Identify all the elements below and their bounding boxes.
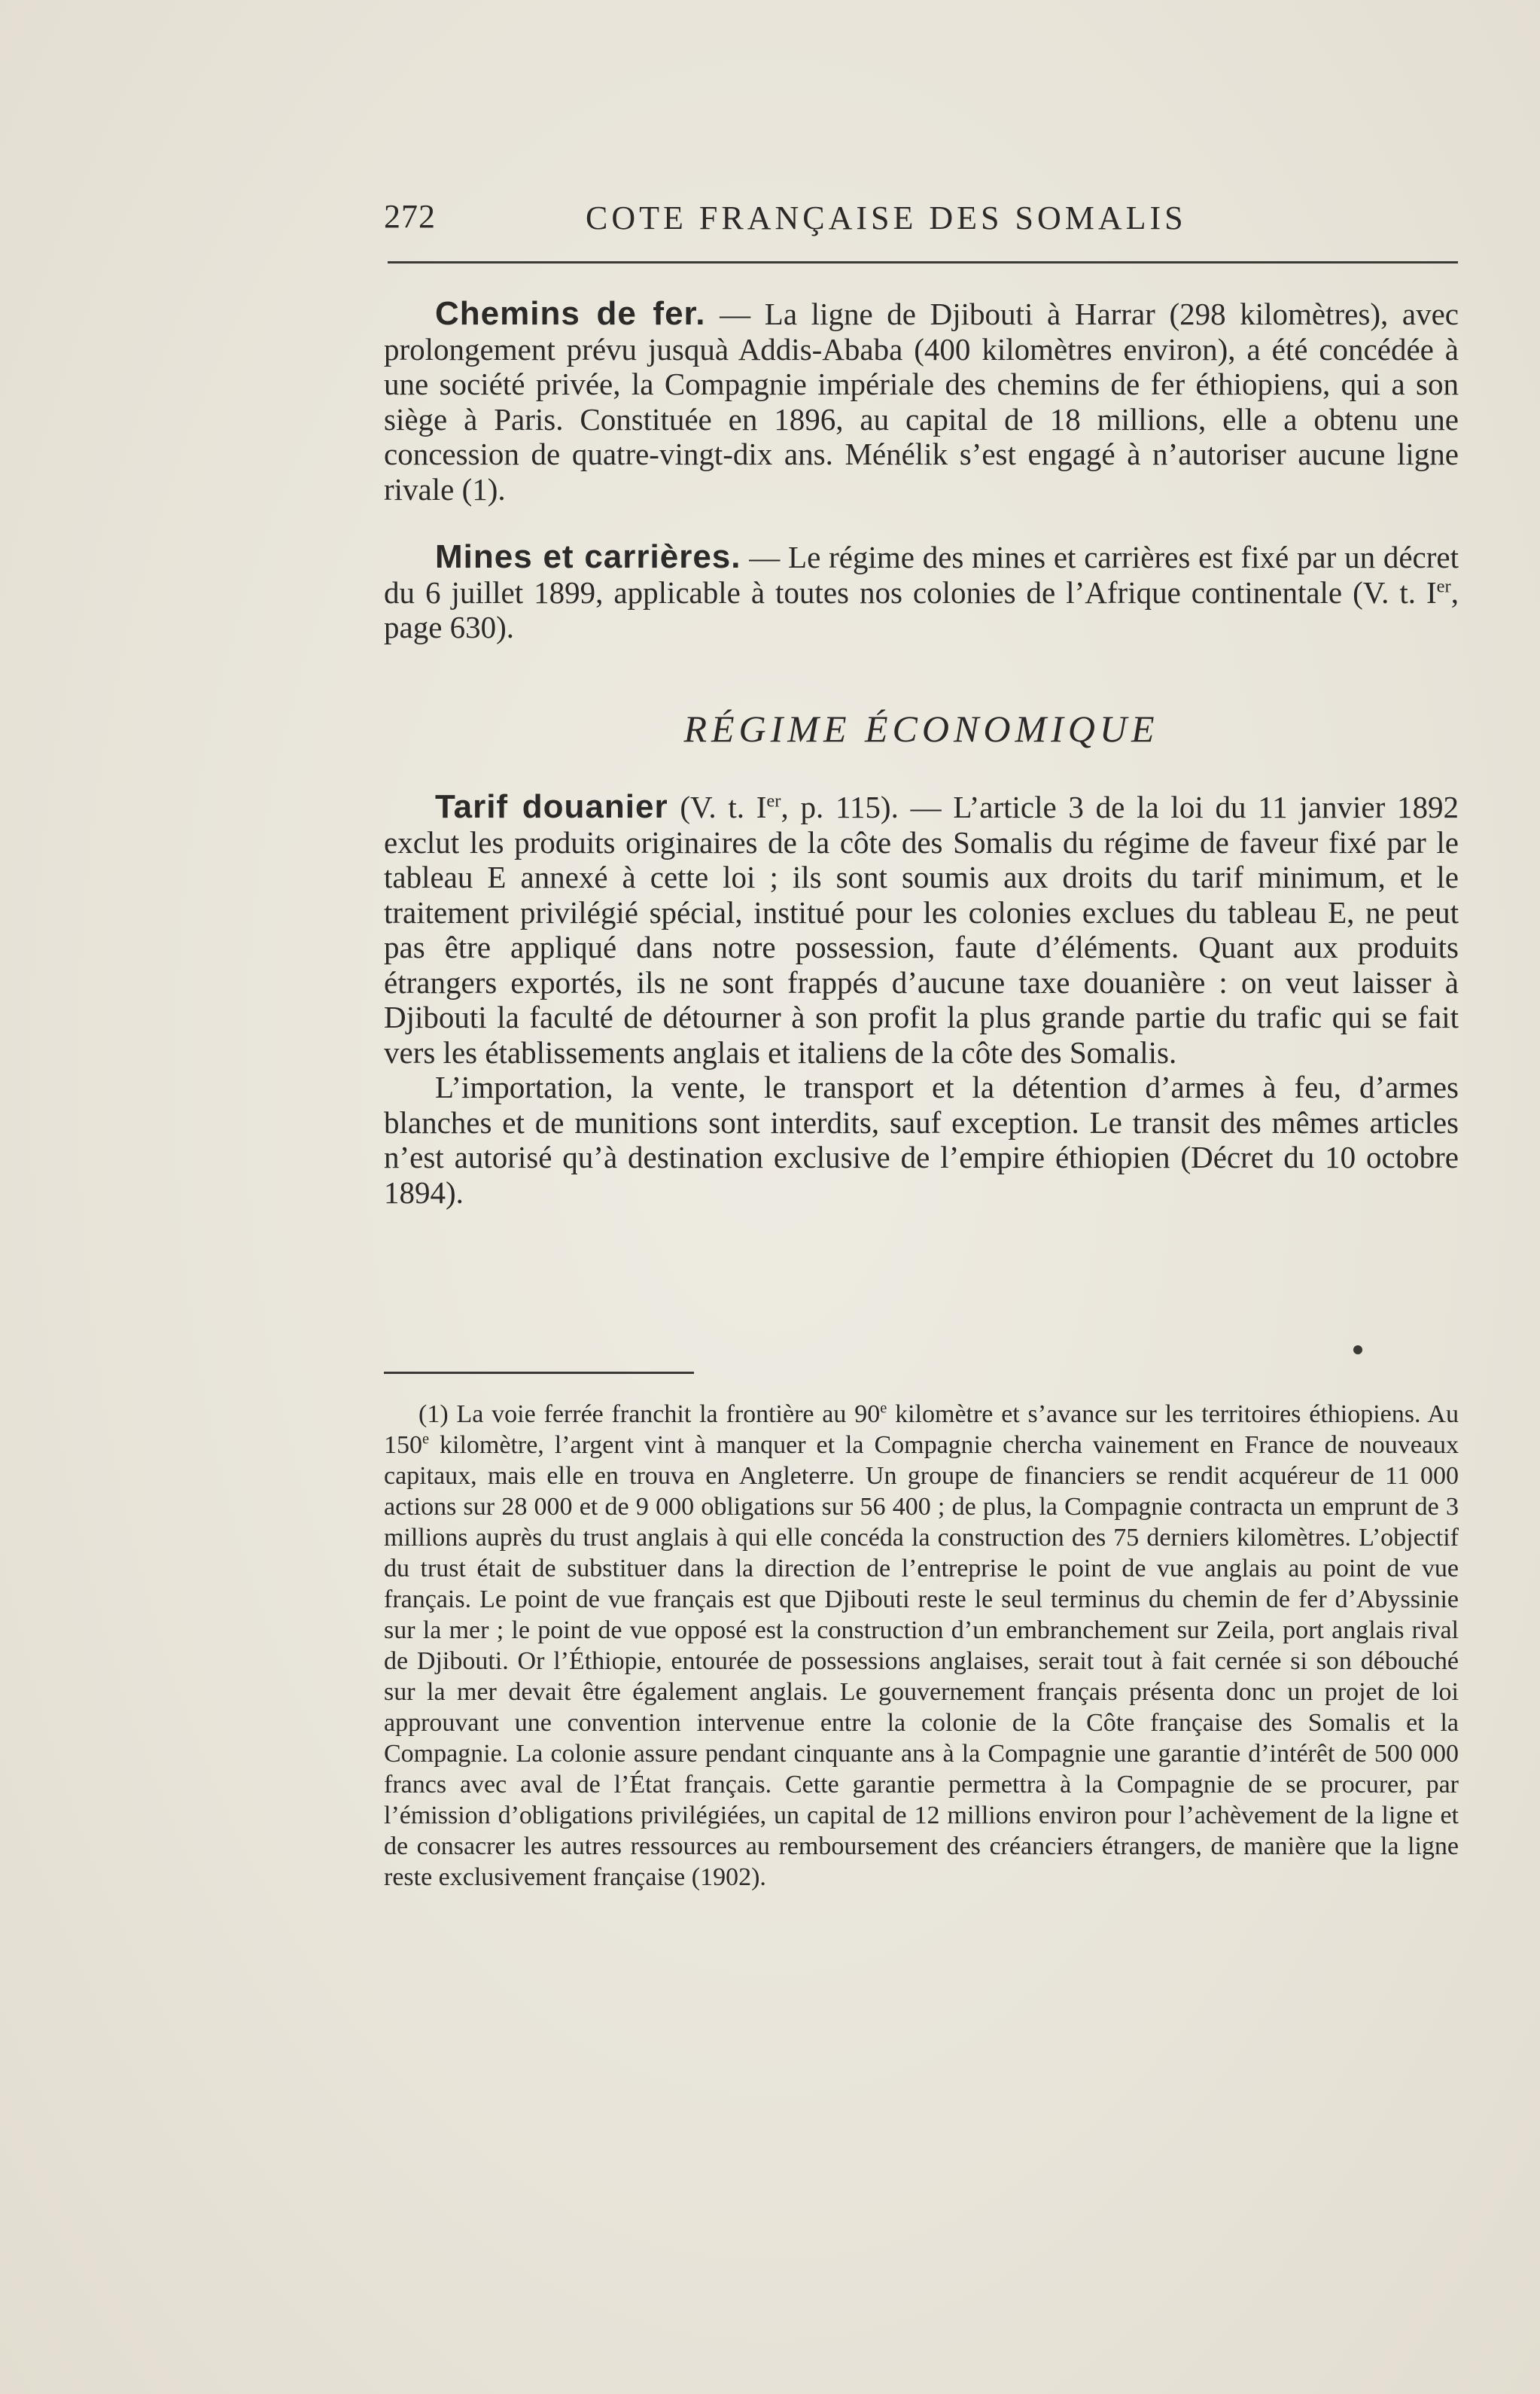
footnote-sup-b: e	[422, 1430, 430, 1448]
text-tarif-a: (V. t. I	[668, 790, 767, 824]
text-chemins-de-fer: — La ligne de Djibouti à Harrar (298 kilomètres), avec prolongement prévu jusquà Addis-Ababa (400 kilomètres environ), a été concédée à une société privée, la Compagnie impériale des chemins de fer éthiopiens, qui a son siège à Paris. Constituée en 1896, au capital de 18 millions, elle a obtenu une concession de quatre-vingt-dix ans. Ménélik s’est engagé à n’autoriser aucune ligne rivale (1).	[384, 297, 1459, 507]
text-mines-a: — Le régime des mines et carrières est fixé par un décret du 6 juillet 1899, applicable à toutes nos colonies de l’Afrique continentale (V. t. I	[384, 540, 1459, 610]
footnote-text-b: kilomètre et s’avance sur les territoires éthiopiens. Au 150	[384, 1400, 1459, 1459]
paragraph-mines	[384, 540, 1459, 645]
page-number: 272	[384, 198, 436, 235]
paragraph-tarif-douanier	[384, 790, 1459, 1070]
page-header	[384, 197, 1460, 242]
footnote-rule	[384, 1372, 694, 1374]
footnote-marker: (1)	[418, 1400, 449, 1428]
sup-tarif: er	[766, 790, 781, 812]
dot-mark	[1353, 1345, 1362, 1354]
footnote-text-a: La voie ferrée franchit la frontière au 90	[448, 1400, 881, 1428]
heading-tarif-douanier: Tarif douanier	[435, 788, 668, 825]
header-rule	[388, 261, 1458, 263]
footnote-sup-a: e	[880, 1400, 887, 1417]
running-title: COTE FRANÇAISE DES SOMALIS	[586, 200, 1187, 236]
text-mines-b: , page 630).	[384, 574, 1459, 644]
footnote-text-c: kilomètre, l’argent vint à manquer et la Compagnie chercha vainement en France de nouveaux capitaux, mais elle en trouva en Angleterre. Un groupe de financiers se rendit acquéreur de 11 000 actions sur 28 000 et de 9 000 obligations sur 56 400 ; de plus, la Compagnie contracta un emprunt de 3 millions auprès du trust anglais à qui elle concéda la construction des 75 derniers kilomètres. L’objectif du trust était de substituer dans la direction de l’entreprise le point de vue anglais au point de vue français. Le point de vue français est que Djibouti reste le seul terminus du chemin de fer d’Abyssinie sur la mer ; le point de vue opposé est la construction d’un embranchement sur Zeila, port anglais rival de Djibouti. Or l’Éthiopie, entourée de possessions anglaises, serait tout à fait cernée si son débouché sur la mer devait être également anglais. Le gouvernement français présenta donc un projet de loi approuvant une convention intervenue entre la colonie de la Côte française des Somalis et la Compagnie. La colonie assure pendant cinquante ans à la Compagnie une garantie d’intérêt de 500 000 francs avec aval de l’État français. Cette garantie permettra à la Compagnie de se procurer, par l’émission d’obligations privilégiées, un capital de 12 millions environ pour l’achèvement de la ligne et de consacrer les autres ressources au remboursement des créanciers étrangers, de manière que la ligne reste exclusivement française (1902).	[384, 1431, 1459, 1891]
paragraph-importation: L’importation, la vente, le transport et la détention d’armes à feu, d’armes blanches et de munitions sont interdits, sauf exception. Le transit des mêmes articles n’est autorisé qu’à destination exclusive de l’empire éthiopien (Décret du 10 octobre 1894).	[384, 1070, 1459, 1210]
body-text	[384, 297, 1459, 1210]
footnote	[384, 1399, 1459, 1893]
text-tarif-b: , p. 115). — L’article 3 de la loi du 11 janvier 1892 exclut les produits originaires de la côte des Somalis du régime de faveur fixé par le tableau E annexé à cette loi ; ils sont soumis aux droits du tarif minimum, et le traitement privilégié spécial, institué pour les colonies exclues du tableau E, ne peut pas être appliqué dans notre possession, faute d’éléments. Quant aux produits étrangers exportés, ils ne sont frappés d’aucune taxe douanière : on veut laisser à Djibouti la faculté de détourner à son profit la plus grande partie du trafic qui se fait vers les établissements anglais et italiens de la côte des Somalis.	[384, 790, 1459, 1070]
heading-mines: Mines et carrières.	[435, 538, 741, 575]
heading-chemins-de-fer: Chemins de fer.	[435, 295, 706, 332]
sup-mines: er	[1436, 575, 1451, 596]
section-title-regime-economique: RÉGIME ÉCONOMIQUE	[683, 707, 1159, 750]
paragraph-chemins-de-fer	[384, 297, 1459, 507]
